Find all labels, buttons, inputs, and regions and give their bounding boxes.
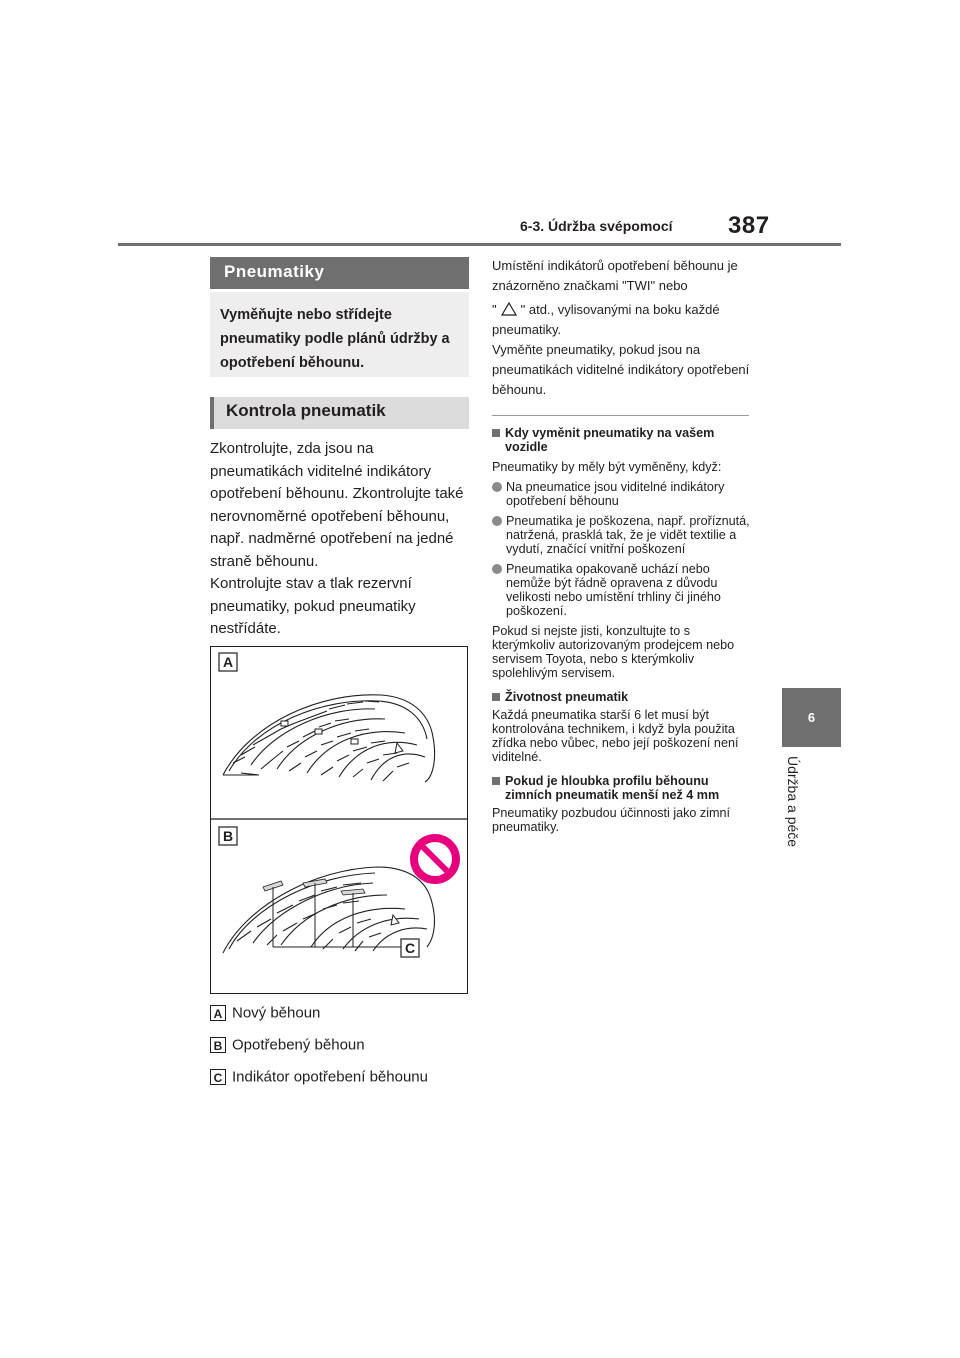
triangle-mark-icon <box>501 302 517 316</box>
heading-pneumatiky-text: Pneumatiky <box>224 262 325 281</box>
check-paragraph-2: Kontrolujte stav a tlak rezervní pneumatiky, pokud pneumatiky nestřídáte. <box>210 575 416 637</box>
tire-drawing <box>211 647 467 993</box>
left-body-text <box>210 438 470 641</box>
legend-item-b <box>210 1036 365 1054</box>
chapter-label-text: Údržba a péče <box>785 756 801 848</box>
legend-text-b: Opotřebený běhoun <box>232 1036 365 1054</box>
intro-box: Vyměňujte nebo střídejte pneumatiky podle plánů údržby a opotřebení běhounu. <box>210 292 469 377</box>
when-replace-intro: Pneumatiky by měly být vyměněny, když: <box>492 460 722 474</box>
header-rule <box>118 243 841 246</box>
winter-depth-heading: Pokud je hloubka profilu běhounu zimních pneumatik menší než 4 mm <box>492 774 754 802</box>
winter-depth-text: Pneumatiky pozbudou účinnosti jako zimní pneumatiky. <box>492 806 731 834</box>
twi-quote-open: " <box>492 302 497 317</box>
legend-text-c: Indikátor opotřebení běhounu <box>232 1068 428 1086</box>
legend-tag-a: A <box>210 1005 226 1021</box>
bullet-item: Pneumatika je poškozena, např. proříznutá, natržená, prasklá tak, že je vidět textilie a vydutí, značící vnitřní poškození <box>492 514 754 556</box>
twi-paragraph-2 <box>492 300 762 340</box>
heading-kontrola <box>210 397 469 429</box>
legend-text-a: Nový běhoun <box>232 1004 321 1022</box>
figure-label-c: C <box>404 940 416 956</box>
legend-tag-c: C <box>210 1069 226 1085</box>
wear-indicators <box>263 879 365 895</box>
heading-kontrola-text: Kontrola pneumatik <box>226 401 386 420</box>
chapter-number: 6 <box>807 710 816 725</box>
when-replace-heading: Kdy vyměnit pneumatiky na vašem vozidle <box>492 426 754 454</box>
tire-life-text: Každá pneumatika starší 6 let musí být kontrolována technikem, i když byla použita zřídka nebo vůbec, nebo její poškození není viditelné. <box>492 708 739 764</box>
figure-label-a: A <box>222 654 234 670</box>
page-number: 387 <box>728 212 770 239</box>
tire-illustration <box>210 646 468 994</box>
chapter-tab <box>782 688 841 747</box>
bullet-item: Pneumatika opakovaně uchází nebo nemůže být řádně opravena z důvodu velikosti nebo umístění trhliny či jiného poškození. <box>492 562 754 618</box>
legend-tag-b: B <box>210 1037 226 1053</box>
twi-paragraph-3: Vyměňte pneumatiky, pokud jsou na pneumatikách viditelné indikátory opotřebení běhounu. <box>492 342 750 397</box>
right-body-text <box>492 421 754 834</box>
twi-paragraph-1: Umístění indikátorů opotřebení běhounu je znázorněno značkami "TWI" nebo <box>492 258 738 293</box>
twi-description <box>492 256 762 400</box>
legend-item-a <box>210 1004 320 1022</box>
prohibition-icon <box>410 834 460 884</box>
bullet-item: Na pneumatice jsou viditelné indikátory opotřebení běhounu <box>492 480 754 508</box>
indicator-leaders <box>273 883 401 947</box>
twi-paragraph-2-text: " atd., vylisovanými na boku každé pneumatiky. <box>492 302 720 337</box>
twi-triangle <box>391 915 399 925</box>
heading-pneumatiky <box>210 257 469 289</box>
figure-label-b: B <box>222 828 234 844</box>
right-divider <box>492 415 749 416</box>
chapter-label <box>777 756 807 866</box>
section-title: 6-3. Údržba svépomocí <box>520 218 673 234</box>
when-replace-note: Pokud si nejste jisti, konzultujte to s kterýmkoliv autorizovaným prodejcem nebo servisem Toyota, nebo s kterýmkoliv spolehlivým servisem. <box>492 624 735 680</box>
legend-item-c <box>210 1068 428 1086</box>
check-paragraph-1: Zkontrolujte, zda jsou na pneumatikách viditelné indikátory opotřebení běhounu. Zkontrolujte také nerovnoměrné opotřebení běhounu, např. nadměrné opotřebení na jedné straně běhounu. <box>210 440 464 570</box>
tire-new-tread <box>223 695 435 782</box>
tire-life-heading: Životnost pneumatik <box>492 690 754 704</box>
